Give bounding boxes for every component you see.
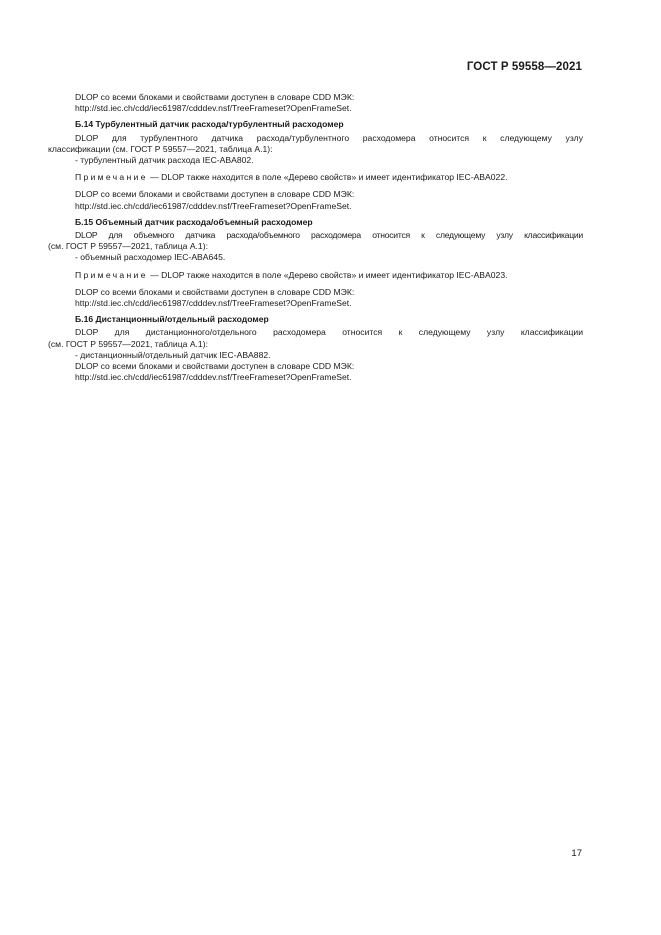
- section-b14-paragraph-line1: DLOP для турбулентного датчика расхода/турбулентного расходомера относится к следующему узлу: [75, 132, 583, 143]
- intro-cdd-url: http://std.iec.ch/cdd/iec61987/cdddev.nsf/TreeFrameset?OpenFrameSet.: [75, 103, 352, 114]
- section-b15-note: [48, 270, 583, 281]
- section-b15-paragraph-line2: (см. ГОСТ Р 59557—2021, таблица А.1):: [48, 241, 208, 252]
- section-b15-heading: Б.15 Объемный датчик расхода/объемный расходомер: [75, 216, 313, 227]
- section-b14-paragraph-line2: классификации (см. ГОСТ Р 59557—2021, таблица А.1):: [48, 143, 273, 154]
- section-b16-cdd-url: http://std.iec.ch/cdd/iec61987/cdddev.nsf/TreeFrameset?OpenFrameSet.: [75, 372, 352, 383]
- document-standard-header: ГОСТ Р 59558—2021: [466, 61, 582, 73]
- section-b15-list-item: - объемный расходомер IEC-ABA645.: [75, 252, 226, 263]
- section-b15-cdd-url: http://std.iec.ch/cdd/iec61987/cdddev.nsf/TreeFrameset?OpenFrameSet.: [75, 298, 352, 309]
- section-b16-cdd-line: DLOP со всеми блоками и свойствами доступен в словаре CDD МЭК:: [75, 361, 355, 372]
- section-b15-paragraph-line1: DLOP для объемного датчика расхода/объемного расходомера относится к следующему узлу классификации: [75, 230, 583, 241]
- section-b16-paragraph-line1: DLOP для дистанционного/отдельного расходомера относится к следующему узлу классификации: [75, 327, 583, 338]
- section-b14-note: [48, 172, 583, 183]
- note-label: Примечание: [75, 269, 148, 280]
- page-content: [48, 92, 583, 383]
- section-b16-list-item: - дистанционный/отдельный датчик IEC-ABA882.: [75, 349, 271, 360]
- note-text: — DLOP также находится в поле «Дерево свойств» и имеет идентификатор IEC-ABA022.: [150, 172, 508, 183]
- section-b16-heading: Б.16 Дистанционный/отдельный расходомер: [75, 314, 269, 325]
- section-b14-cdd-line: DLOP со всеми блоками и свойствами доступен в словаре CDD МЭК:: [75, 189, 355, 200]
- note-text: — DLOP также находится в поле «Дерево свойств» и имеет идентификатор IEC-ABA023.: [150, 269, 508, 280]
- intro-cdd-line: DLOP со всеми блоками и свойствами доступен в словаре CDD МЭК:: [75, 92, 355, 102]
- section-b14-cdd-url: http://std.iec.ch/cdd/iec61987/cdddev.nsf/TreeFrameset?OpenFrameSet.: [75, 200, 352, 211]
- note-label: Примечание: [75, 172, 148, 183]
- page-number: 17: [571, 848, 582, 859]
- section-b16-paragraph-line2: (см. ГОСТ Р 59557—2021, таблица А.1):: [48, 338, 208, 349]
- section-b14-heading: Б.14 Турбулентный датчик расхода/турбулентный расходомер: [75, 119, 344, 130]
- section-b14-list-item: - турбулентный датчик расхода IEC-ABA802.: [75, 155, 254, 166]
- section-b15-cdd-line: DLOP со всеми блоками и свойствами доступен в словаре CDD МЭК:: [75, 286, 355, 297]
